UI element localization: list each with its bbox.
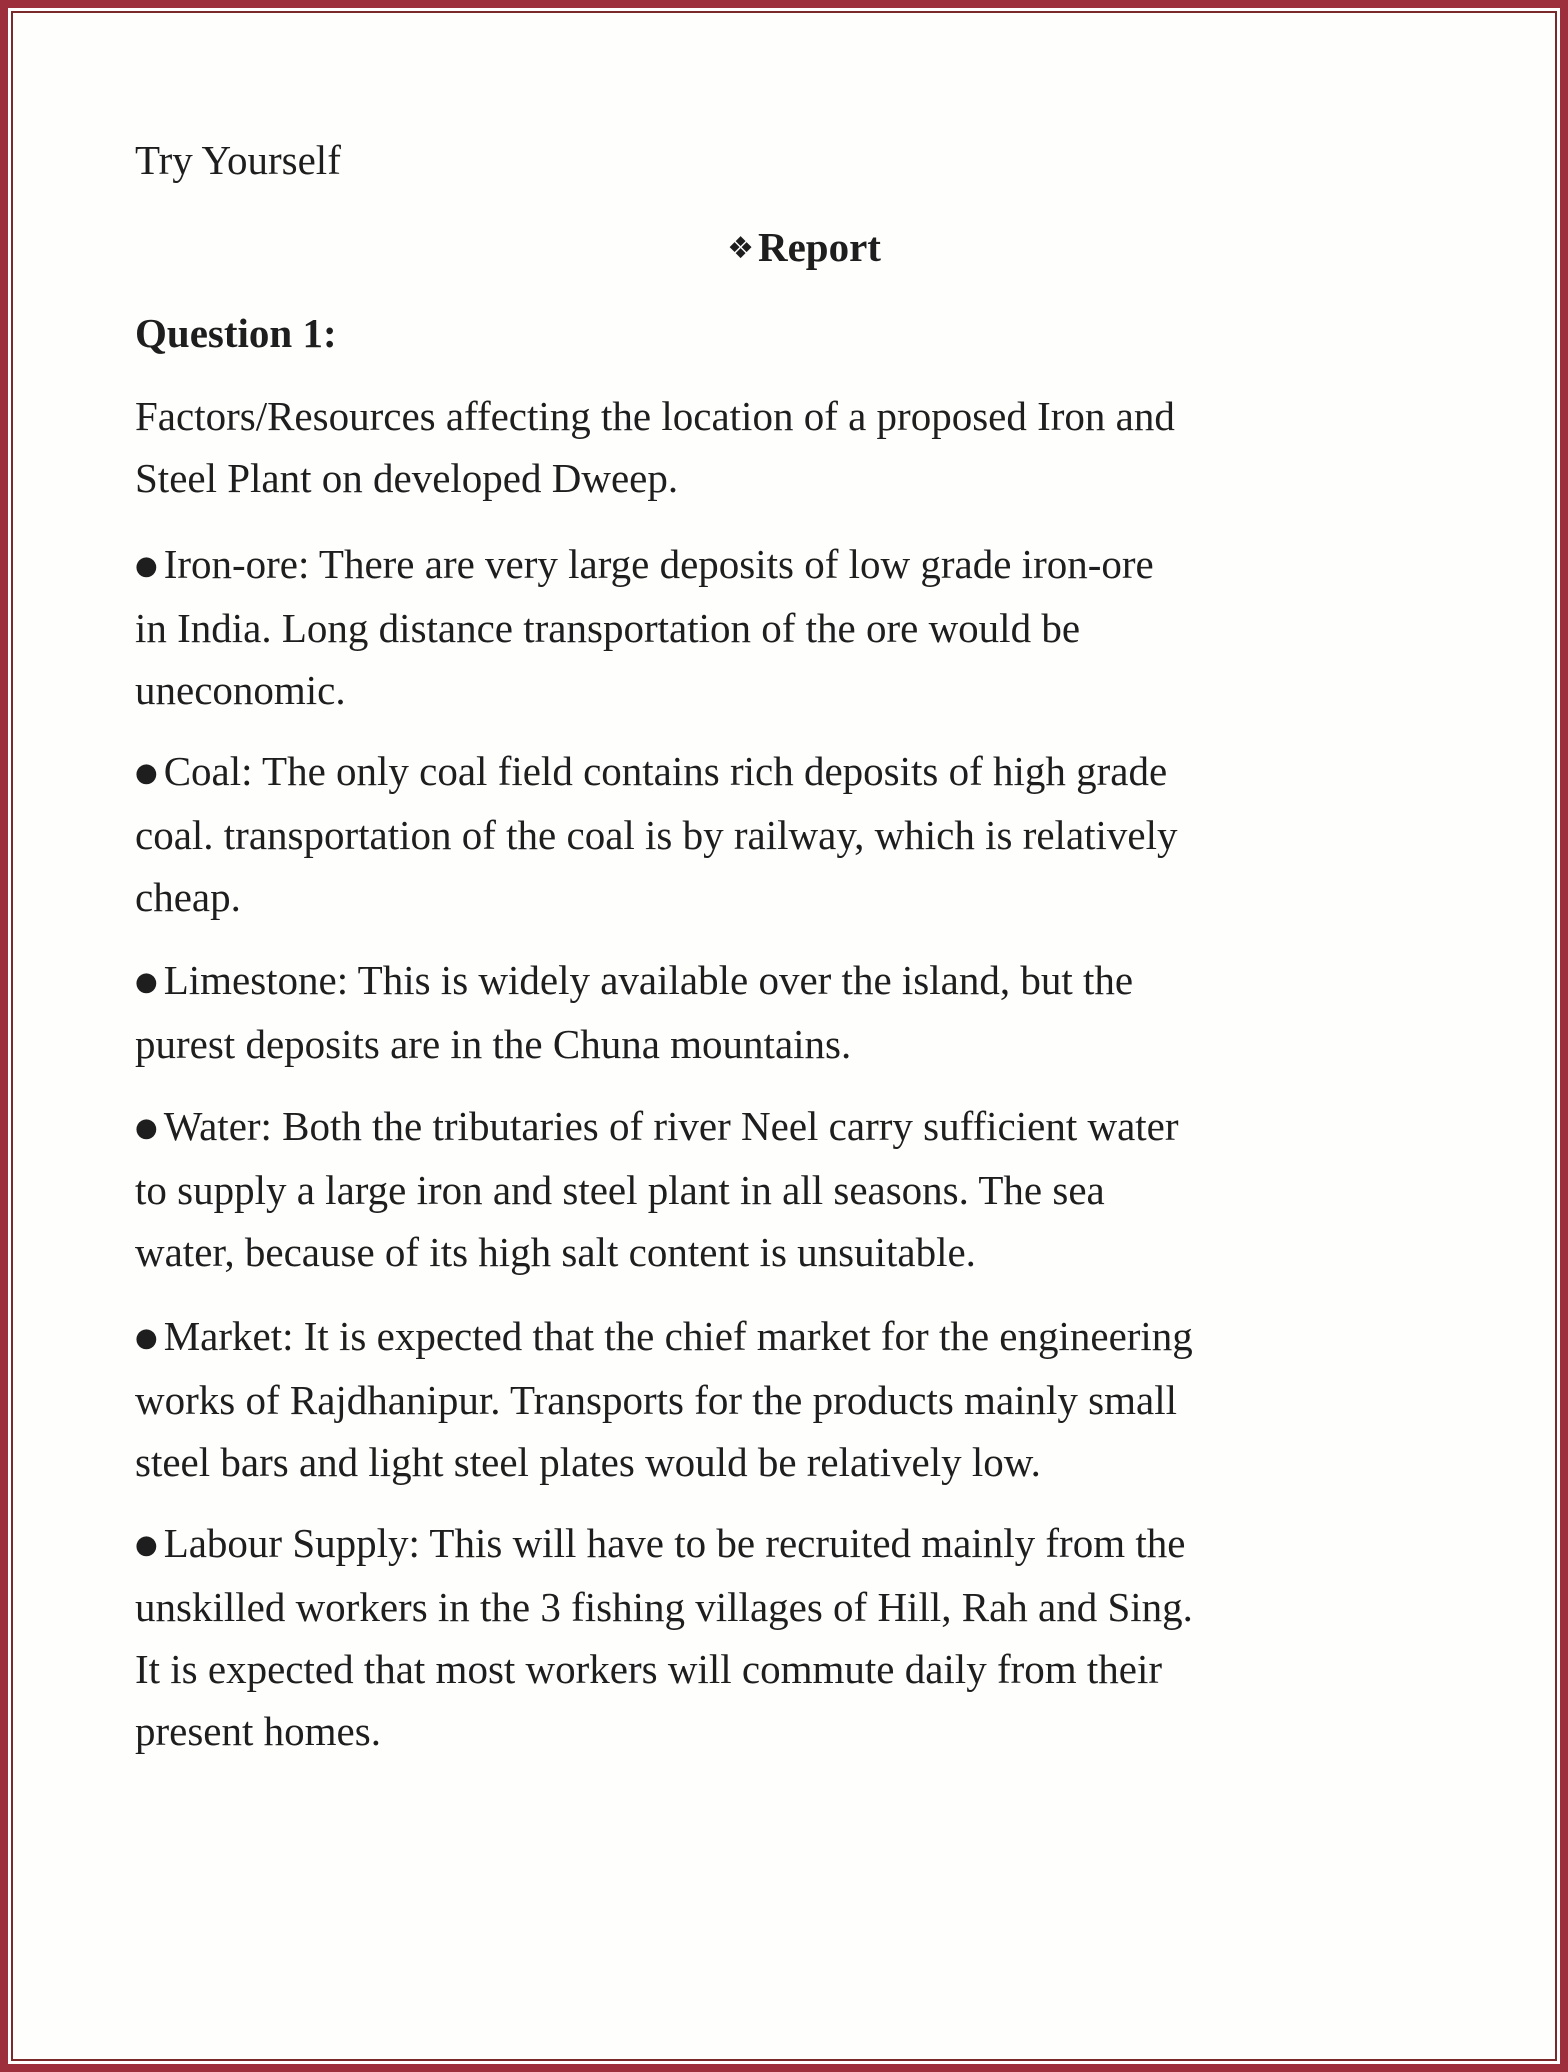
bullet-line (135, 533, 1445, 597)
bullet-line: works of Rajdhanipur. Transports for the products mainly small (135, 1377, 1177, 1423)
bullet-line: coal. transportation of the coal is by railway, which is relatively (135, 812, 1178, 858)
intro-line: Steel Plant on developed Dweep. (135, 455, 679, 501)
bullet-line (135, 1095, 1445, 1159)
bullet-text: Coal: The only coal field contains rich deposits of high grade (163, 748, 1168, 794)
bullet-text: Water: Both the tributaries of river Neel carry sufficient water (163, 1103, 1179, 1149)
bullet-line (135, 740, 1445, 804)
bullet-icon: ● (135, 1530, 158, 1560)
bullet-point-market (135, 1305, 1445, 1493)
bullet-icon: ● (135, 1113, 158, 1143)
intro-line: Factors/Resources affecting the location of a proposed Iron and (135, 393, 1175, 439)
bullet-point-coal (135, 740, 1445, 928)
bullet-line: water, because of its high salt content is unsuitable. (135, 1229, 976, 1275)
bullet-line: uneconomic. (135, 667, 346, 713)
bullet-line: in India. Long distance transportation of the ore would be (135, 605, 1081, 651)
bullet-text: Market: It is expected that the chief market for the engineering (163, 1313, 1193, 1359)
heading-try-yourself: Try Yourself (135, 137, 341, 183)
bullet-text: Iron-ore: There are very large deposits of low grade iron-ore (163, 541, 1154, 587)
bullet-line: present homes. (135, 1708, 381, 1754)
bullet-line: unskilled workers in the 3 fishing villages of Hill, Rah and Sing. (135, 1584, 1193, 1630)
bullet-text: Labour Supply: This will have to be recruited mainly from the (163, 1520, 1186, 1566)
bullet-line: steel bars and light steel plates would be relatively low. (135, 1439, 1041, 1485)
bullet-line (135, 949, 1445, 1013)
section-title-text: Report (757, 224, 881, 270)
diamond-ornament-icon: ❖ (727, 231, 754, 266)
bullet-text: Limestone: This is widely available over the island, but the (163, 957, 1134, 1003)
bullet-point-water (135, 1095, 1445, 1283)
bullet-icon: ● (135, 758, 158, 788)
bullet-line: to supply a large iron and steel plant in all seasons. The sea (135, 1167, 1105, 1213)
bullet-line: It is expected that most workers will commute daily from their (135, 1646, 1163, 1692)
bullet-icon: ● (135, 1323, 158, 1353)
bullet-point-labour-supply (135, 1512, 1445, 1762)
bullet-point-limestone (135, 949, 1445, 1075)
question-label: Question 1: (135, 310, 337, 356)
bullet-line (135, 1512, 1445, 1576)
bullet-line: cheap. (135, 874, 241, 920)
bullet-line: purest deposits are in the Chuna mountains. (135, 1021, 852, 1067)
section-title (0, 216, 1568, 280)
intro-paragraph (135, 385, 1445, 509)
bullet-icon: ● (135, 551, 158, 581)
bullet-point-iron-ore (135, 533, 1445, 721)
bullet-line (135, 1305, 1445, 1369)
bullet-icon: ● (135, 967, 158, 997)
